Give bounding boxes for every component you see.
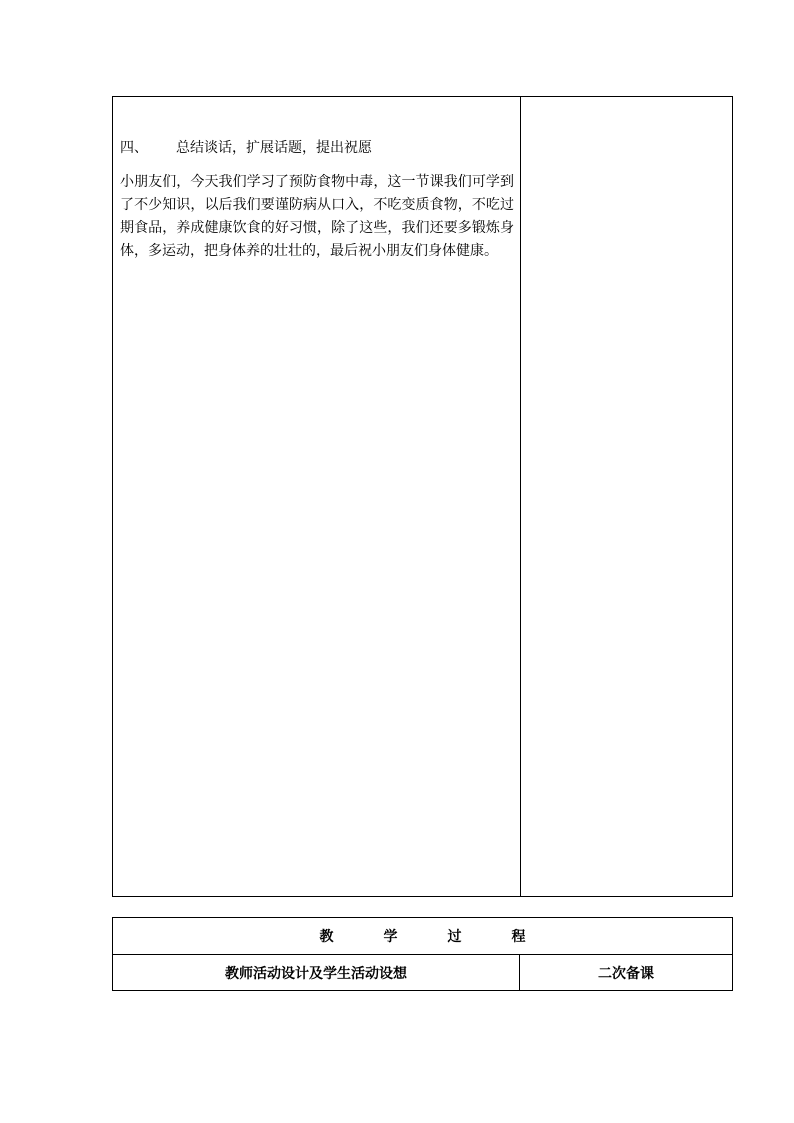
section-heading: [120, 137, 514, 159]
second-prep-cell: [521, 97, 732, 896]
process-title-row: [113, 918, 732, 955]
section-number: 四、: [120, 140, 148, 156]
teacher-activity-column-header: 教师活动设计及学生活动设想: [113, 955, 520, 990]
teacher-activity-cell: [113, 97, 520, 896]
second-prep-column-header: 二次备课: [598, 965, 654, 982]
lesson-content-table: [112, 96, 733, 897]
teaching-process-table: [112, 917, 733, 991]
section-title: 总结谈话，扩展话题，提出祝愿: [176, 140, 372, 156]
process-column-header-row: [113, 955, 732, 990]
process-title: 教学过程: [319, 929, 576, 945]
summary-paragraph: 小朋友们，今天我们学习了预防食物中毒，这一节课我们可学到了不少知识，以后我们要谨防病从口入，不吃变质食物，不吃过期食品，养成健康饮食的好习惯，除了这些，我们还要多锻炼身体，多运动，把身体养的壮壮的，最后祝小朋友们身体健康。: [120, 174, 514, 259]
